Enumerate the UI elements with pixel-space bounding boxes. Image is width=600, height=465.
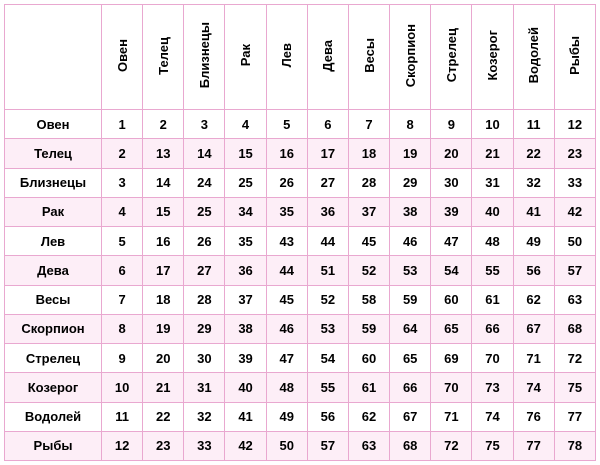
cell: 48 (266, 373, 307, 402)
cell: 45 (266, 285, 307, 314)
cell: 40 (225, 373, 266, 402)
cell: 25 (184, 197, 225, 226)
cell: 38 (390, 197, 431, 226)
cell: 77 (513, 431, 554, 460)
column-header-7 (390, 5, 431, 110)
cell: 20 (431, 139, 472, 168)
row-header: Лев (5, 227, 102, 256)
cell: 78 (554, 431, 595, 460)
cell: 15 (143, 197, 184, 226)
row-header: Водолей (5, 402, 102, 431)
cell: 69 (431, 344, 472, 373)
cell: 63 (554, 285, 595, 314)
table-row (5, 373, 596, 402)
cell: 46 (266, 314, 307, 343)
zodiac-compatibility-table (4, 4, 596, 461)
row-header: Рак (5, 197, 102, 226)
cell: 7 (102, 285, 143, 314)
cell: 6 (307, 110, 348, 139)
cell: 44 (307, 227, 348, 256)
row-header: Козерог (5, 373, 102, 402)
cell: 41 (513, 197, 554, 226)
cell: 42 (554, 197, 595, 226)
cell: 70 (431, 373, 472, 402)
cell: 17 (143, 256, 184, 285)
cell: 72 (431, 431, 472, 460)
table-row (5, 344, 596, 373)
cell: 14 (143, 168, 184, 197)
cell: 19 (390, 139, 431, 168)
cell: 66 (390, 373, 431, 402)
cell: 68 (390, 431, 431, 460)
cell: 61 (472, 285, 513, 314)
cell: 51 (307, 256, 348, 285)
cell: 62 (348, 402, 389, 431)
cell: 6 (102, 256, 143, 285)
cell: 56 (307, 402, 348, 431)
cell: 21 (143, 373, 184, 402)
row-header: Телец (5, 139, 102, 168)
cell: 30 (431, 168, 472, 197)
cell: 29 (390, 168, 431, 197)
column-header-11 (554, 5, 595, 110)
cell: 17 (307, 139, 348, 168)
row-header: Стрелец (5, 344, 102, 373)
column-header-0 (102, 5, 143, 110)
row-header: Близнецы (5, 168, 102, 197)
column-header-label: Стрелец (443, 28, 459, 83)
cell: 46 (390, 227, 431, 256)
cell: 76 (513, 402, 554, 431)
cell: 33 (554, 168, 595, 197)
cell: 39 (431, 197, 472, 226)
cell: 62 (513, 285, 554, 314)
column-header-3 (225, 5, 266, 110)
cell: 43 (266, 227, 307, 256)
cell: 22 (143, 402, 184, 431)
table-row (5, 227, 596, 256)
row-header: Овен (5, 110, 102, 139)
cell: 65 (431, 314, 472, 343)
cell: 28 (348, 168, 389, 197)
cell: 1 (102, 110, 143, 139)
column-header-label: Скорпион (402, 23, 418, 88)
cell: 72 (554, 344, 595, 373)
column-header-8 (431, 5, 472, 110)
cell: 36 (225, 256, 266, 285)
cell: 35 (225, 227, 266, 256)
cell: 71 (431, 402, 472, 431)
table-row (5, 110, 596, 139)
cell: 30 (184, 344, 225, 373)
cell: 54 (431, 256, 472, 285)
cell: 73 (472, 373, 513, 402)
cell: 26 (184, 227, 225, 256)
cell: 53 (390, 256, 431, 285)
cell: 74 (472, 402, 513, 431)
cell: 8 (102, 314, 143, 343)
column-header-label: Лев (279, 43, 295, 68)
cell: 4 (102, 197, 143, 226)
cell: 27 (307, 168, 348, 197)
cell: 36 (307, 197, 348, 226)
column-header-label: Козерог (484, 30, 500, 81)
table-body (5, 5, 596, 461)
cell: 57 (554, 256, 595, 285)
cell: 58 (348, 285, 389, 314)
cell: 9 (431, 110, 472, 139)
cell: 16 (266, 139, 307, 168)
cell: 42 (225, 431, 266, 460)
table-row (5, 402, 596, 431)
cell: 59 (390, 285, 431, 314)
column-header-10 (513, 5, 554, 110)
cell: 50 (266, 431, 307, 460)
cell: 49 (513, 227, 554, 256)
column-header-6 (348, 5, 389, 110)
column-header-label: Рак (238, 44, 254, 67)
cell: 38 (225, 314, 266, 343)
cell: 12 (554, 110, 595, 139)
cell: 55 (472, 256, 513, 285)
cell: 31 (184, 373, 225, 402)
column-header-label: Дева (320, 39, 336, 72)
cell: 61 (348, 373, 389, 402)
row-header: Дева (5, 256, 102, 285)
cell: 5 (102, 227, 143, 256)
cell: 9 (102, 344, 143, 373)
row-header: Весы (5, 285, 102, 314)
cell: 8 (390, 110, 431, 139)
cell: 22 (513, 139, 554, 168)
cell: 32 (184, 402, 225, 431)
cell: 74 (513, 373, 554, 402)
cell: 14 (184, 139, 225, 168)
column-header-9 (472, 5, 513, 110)
cell: 75 (472, 431, 513, 460)
cell: 41 (225, 402, 266, 431)
table-row (5, 285, 596, 314)
cell: 26 (266, 168, 307, 197)
cell: 52 (348, 256, 389, 285)
cell: 71 (513, 344, 554, 373)
cell: 55 (307, 373, 348, 402)
cell: 34 (225, 197, 266, 226)
cell: 70 (472, 344, 513, 373)
cell: 63 (348, 431, 389, 460)
cell: 16 (143, 227, 184, 256)
cell: 50 (554, 227, 595, 256)
cell: 15 (225, 139, 266, 168)
cell: 35 (266, 197, 307, 226)
row-header: Скорпион (5, 314, 102, 343)
cell: 13 (143, 139, 184, 168)
cell: 31 (472, 168, 513, 197)
cell: 47 (266, 344, 307, 373)
cell: 32 (513, 168, 554, 197)
table-header-row (5, 5, 596, 110)
cell: 59 (348, 314, 389, 343)
cell: 28 (184, 285, 225, 314)
cell: 23 (554, 139, 595, 168)
cell: 64 (390, 314, 431, 343)
cell: 45 (348, 227, 389, 256)
table-row (5, 139, 596, 168)
cell: 60 (431, 285, 472, 314)
cell: 67 (390, 402, 431, 431)
cell: 2 (143, 110, 184, 139)
column-header-4 (266, 5, 307, 110)
cell: 65 (390, 344, 431, 373)
cell: 67 (513, 314, 554, 343)
column-header-2 (184, 5, 225, 110)
cell: 75 (554, 373, 595, 402)
cell: 21 (472, 139, 513, 168)
table-row (5, 256, 596, 285)
table-row (5, 168, 596, 197)
column-header-label: Весы (361, 38, 377, 73)
column-header-label: Близнецы (196, 22, 212, 89)
cell: 37 (348, 197, 389, 226)
cell: 12 (102, 431, 143, 460)
table-row (5, 431, 596, 460)
column-header-label: Телец (155, 36, 171, 75)
cell: 2 (102, 139, 143, 168)
cell: 44 (266, 256, 307, 285)
cell: 18 (143, 285, 184, 314)
cell: 7 (348, 110, 389, 139)
cell: 4 (225, 110, 266, 139)
cell: 33 (184, 431, 225, 460)
cell: 60 (348, 344, 389, 373)
column-header-5 (307, 5, 348, 110)
column-header-label: Овен (114, 38, 130, 72)
table-row (5, 314, 596, 343)
cell: 19 (143, 314, 184, 343)
cell: 20 (143, 344, 184, 373)
cell: 29 (184, 314, 225, 343)
cell: 37 (225, 285, 266, 314)
cell: 48 (472, 227, 513, 256)
cell: 47 (431, 227, 472, 256)
table-row (5, 197, 596, 226)
row-header: Рыбы (5, 431, 102, 460)
cell: 10 (472, 110, 513, 139)
column-header-label: Рыбы (567, 36, 583, 75)
cell: 5 (266, 110, 307, 139)
cell: 3 (184, 110, 225, 139)
cell: 57 (307, 431, 348, 460)
cell: 49 (266, 402, 307, 431)
column-header-1 (143, 5, 184, 110)
cell: 68 (554, 314, 595, 343)
corner-cell (5, 5, 102, 110)
cell: 56 (513, 256, 554, 285)
cell: 10 (102, 373, 143, 402)
cell: 11 (513, 110, 554, 139)
cell: 39 (225, 344, 266, 373)
cell: 27 (184, 256, 225, 285)
cell: 52 (307, 285, 348, 314)
cell: 3 (102, 168, 143, 197)
cell: 23 (143, 431, 184, 460)
cell: 53 (307, 314, 348, 343)
cell: 18 (348, 139, 389, 168)
column-header-label: Водолей (526, 27, 542, 84)
cell: 11 (102, 402, 143, 431)
cell: 25 (225, 168, 266, 197)
cell: 24 (184, 168, 225, 197)
cell: 77 (554, 402, 595, 431)
cell: 54 (307, 344, 348, 373)
cell: 66 (472, 314, 513, 343)
cell: 40 (472, 197, 513, 226)
